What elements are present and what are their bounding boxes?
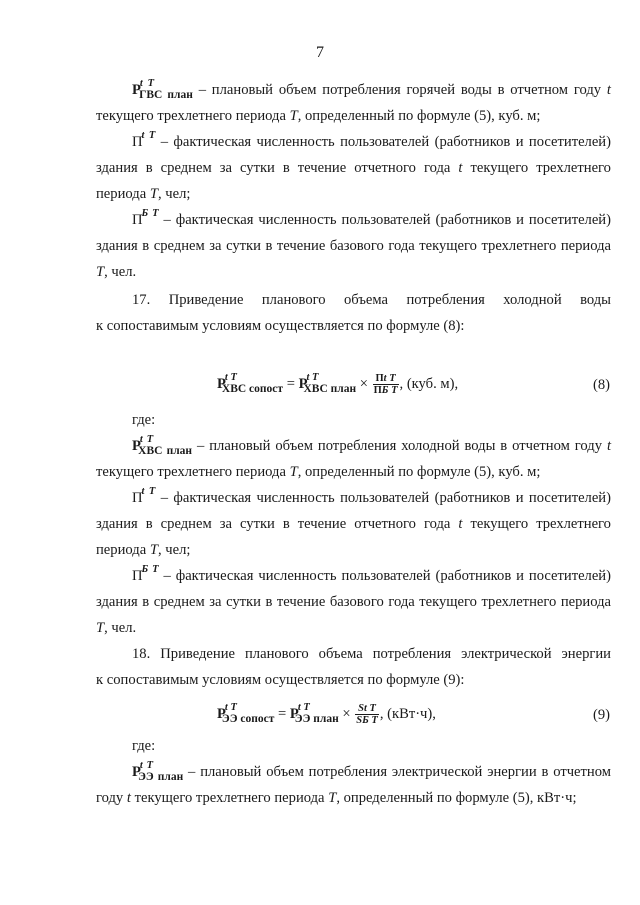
definition-cold-water-plan-cont: текущего трехлетнего периода T, определенный по формуле (5), куб. м; — [96, 464, 541, 480]
item-17-heading-cont: к сопоставимым условиям осуществляется по формуле (8): — [96, 318, 465, 334]
definition-hot-water-plan-cont: текущего трехлетнего периода T, определенный по формуле (5), куб. м; — [96, 108, 541, 124]
definition-users-actual: $П^{t T}$ – фактическая численность пользователей (работников и посетителей) — [132, 130, 611, 150]
definition-users-actual-cont2: периода T, чел; — [96, 186, 191, 202]
definition-users-base-cont2: T, чел. — [96, 264, 137, 280]
page-number: 7 — [316, 44, 324, 61]
definition-users-base-cont: здания в среднем за сутки в течение базового года текущего трехлетнего периода — [96, 238, 611, 254]
formula-8-number: (8) — [592, 377, 610, 393]
definition-users-actual-cont: здания в среднем за сутки в течение отчетного года t текущего трехлетнего — [96, 160, 611, 176]
item-17-heading: 17. Приведение планового объема потребления холодной воды — [132, 292, 611, 308]
formula-9: $P^{t T}_{ЭЭ сопост} = P^{t T}_{ЭЭ план}$ × $\frac{\text{St T}}{\text{SБ T}}$ , (кВт·ч), — [217, 701, 436, 726]
definition-users-base-17: $П^{Б T}$ – фактическая численность пользователей (работников и посетителей) — [132, 564, 611, 584]
definition-users-base-17-cont2: T, чел. — [96, 620, 137, 636]
definition-cold-water-plan: $P^{t T}_{ХВС план}$ – плановый объем потребления холодной воды в отчетном году t — [132, 434, 612, 457]
definition-hot-water-plan: $P^{t T}_{ГВС план}$ – плановый объем потребления горячей воды в отчетном году t — [132, 78, 611, 101]
item-18-heading-cont: к сопоставимым условиям осуществляется по формуле (9): — [96, 672, 465, 688]
definition-users-base: $П^{Б T}$ – фактическая численность пользователей (работников и посетителей) — [132, 208, 611, 228]
where-label-18: где: — [132, 738, 156, 754]
definition-users-actual-17-cont: здания в среднем за сутки в течение отчетного года t текущего трехлетнего — [96, 516, 611, 532]
item-18-heading: 18. Приведение планового объема потребления электрической энергии — [132, 646, 611, 662]
where-label-17: где: — [132, 412, 156, 428]
formula-9-number: (9) — [592, 707, 610, 723]
definition-electricity-plan: $P^{t T}_{ЭЭ план}$ – плановый объем потребления электрической энергии в отчетном — [132, 760, 611, 783]
definition-users-base-17-cont: здания в среднем за сутки в течение базового года текущего трехлетнего периода — [96, 594, 611, 610]
definition-users-actual-17: $П^{t T}$ – фактическая численность пользователей (работников и посетителей) — [132, 486, 611, 506]
fraction-area: $\frac{\text{St T}}{\text{SБ T}}$ — [356, 703, 378, 726]
formula-8: $P^{t T}_{ХВС сопост} = P^{t T}_{ХВС план}$ × $\frac{\text{Пt T}}{\text{ПБ T}}$ , (куб. м), — [217, 371, 459, 396]
definition-electricity-plan-cont: году t текущего трехлетнего периода T, определенный по формуле (5), кВт·ч; — [96, 790, 577, 806]
fraction-users: $\frac{\text{Пt T}}{\text{ПБ T}}$ — [373, 373, 398, 396]
definition-users-actual-17-cont2: периода T, чел; — [96, 542, 191, 558]
